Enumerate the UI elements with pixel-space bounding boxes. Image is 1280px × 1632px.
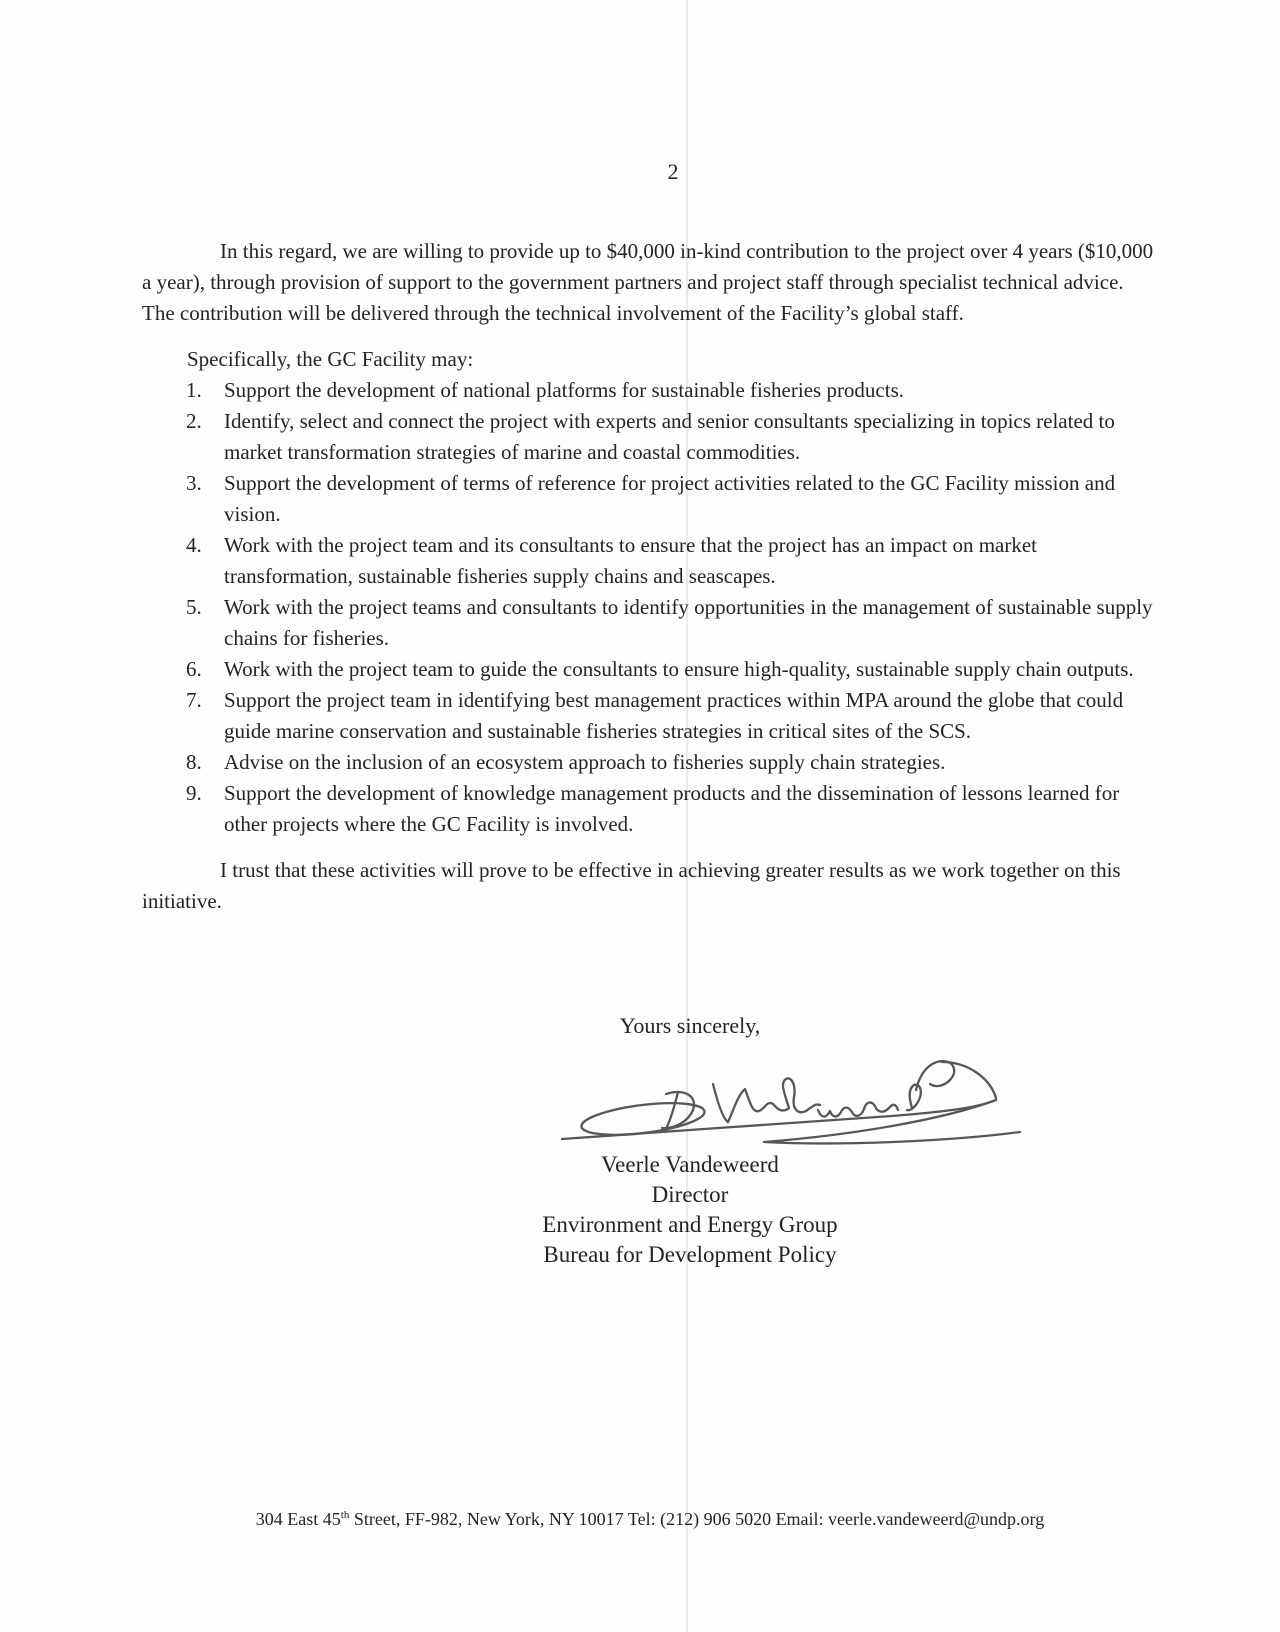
- signatory-name: Veerle Vandeweerd: [601, 1152, 779, 1177]
- list-intro: Specifically, the GC Facility may:: [187, 347, 474, 371]
- list-item-number: 1.: [186, 378, 202, 402]
- list-item-text: Support the development of knowledge management products and the dissemination of lessons learned for other projects where the GC Facility is involved.: [224, 781, 1120, 836]
- list-item: [142, 747, 1156, 778]
- list-item: [142, 530, 1156, 592]
- list-item-text: Work with the project team and its consultants to ensure that the project has an impact on market transformation, sustainable fisheries supply chains and seascapes.: [224, 533, 1037, 588]
- list-item: [142, 592, 1156, 654]
- list-item-number: 5.: [186, 595, 202, 619]
- list-item-text: Support the development of national platforms for sustainable fisheries products.: [224, 378, 905, 402]
- valediction: Yours sincerely,: [619, 1013, 761, 1038]
- handwritten-signature-image: [552, 1042, 1022, 1152]
- list-item-number: 9.: [186, 781, 202, 805]
- list-item: [142, 406, 1156, 468]
- list-item-text: Identify, select and connect the project with experts and senior consultants specializing in topics related to market transformation strategies of marine and coastal commodities.: [224, 409, 1115, 464]
- signatory-block: [420, 1150, 960, 1270]
- list-item-number: 3.: [186, 471, 202, 495]
- footer-ordinal-suffix: th: [340, 1509, 350, 1521]
- paragraph-contribution: In this regard, we are willing to provide up to $40,000 in-kind contribution to the project over 4 years ($10,000 a year), through provision of support to the government partners and project staff through specialist technical advice. The contribution will be delivered through the technical involvement of the Facility’s global staff.: [142, 239, 1154, 325]
- list-item: [142, 468, 1156, 530]
- list-item: [142, 375, 1156, 406]
- list-item-number: 6.: [186, 657, 202, 681]
- page-number: 2: [667, 159, 679, 184]
- paragraph-closing: I trust that these activities will prove to be effective in achieving greater results as we work together on this initiative.: [142, 858, 1121, 913]
- list-item-text: Support the development of terms of reference for project activities related to the GC Facility mission and vision.: [224, 471, 1116, 526]
- list-item-text: Work with the project teams and consultants to identify opportunities in the management of sustainable supply chains for fisheries.: [224, 595, 1153, 650]
- signatory-org-bureau: Bureau for Development Policy: [543, 1242, 837, 1267]
- list-item: [142, 778, 1156, 840]
- gc-facility-activities-list: [142, 375, 1156, 840]
- signatory-title: Director: [651, 1182, 729, 1207]
- list-item-text: Support the project team in identifying best management practices within MPA around the globe that could guide marine conservation and sustainable fisheries strategies in critical sites of the SCS.: [224, 688, 1124, 743]
- footer-address-prefix: 304 East 45: [255, 1509, 341, 1529]
- list-item-number: 2.: [186, 409, 202, 433]
- letterhead-footer: [10, 1506, 1280, 1532]
- list-item: [142, 685, 1156, 747]
- letter-body: [142, 236, 1156, 917]
- list-item: [142, 654, 1156, 685]
- list-item-text: Work with the project team to guide the consultants to ensure high-quality, sustainable supply chain outputs.: [224, 657, 1134, 681]
- list-item-text: Advise on the inclusion of an ecosystem approach to fisheries supply chain strategies.: [224, 750, 946, 774]
- footer-address-rest: Street, FF-982, New York, NY 10017 Tel: (212) 906 5020 Email: veerle.vandeweerd@undp.org: [349, 1509, 1045, 1529]
- signatory-org-group: Environment and Energy Group: [542, 1212, 838, 1237]
- list-item-number: 4.: [186, 533, 202, 557]
- list-item-number: 7.: [186, 688, 202, 712]
- list-item-number: 8.: [186, 750, 202, 774]
